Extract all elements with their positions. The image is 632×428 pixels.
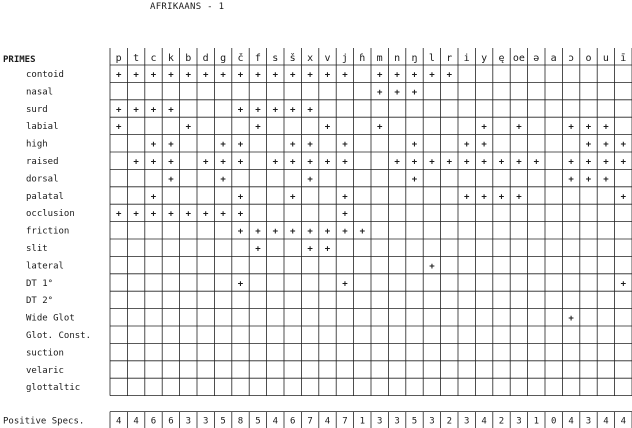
plus-mark: + [133, 209, 139, 220]
plus-mark: + [620, 157, 627, 168]
feature-label: lateral [26, 261, 64, 272]
plus-mark: + [429, 70, 435, 81]
positive-count: 4 [568, 416, 574, 427]
plus-mark: + [237, 227, 244, 238]
plus-mark: + [133, 157, 139, 168]
plus-mark: + [220, 70, 226, 81]
positive-count: 5 [255, 416, 261, 427]
phoneme-header: o [585, 53, 592, 64]
positive-count: 6 [168, 416, 174, 427]
plus-mark: + [220, 209, 226, 220]
plus-mark: + [411, 87, 418, 98]
feature-label: nasal [26, 87, 54, 98]
plus-mark: + [359, 227, 366, 238]
phoneme-header: s [272, 53, 279, 64]
phoneme-header: u [602, 53, 609, 64]
plus-mark: + [289, 227, 296, 238]
plus-mark: + [289, 140, 296, 151]
plus-mark: + [272, 70, 279, 81]
plus-mark: + [115, 209, 122, 220]
plus-mark: + [255, 70, 261, 81]
positive-count: 0 [550, 416, 557, 427]
positive-count: 2 [446, 416, 453, 427]
plus-mark: + [202, 157, 209, 168]
plus-mark: + [324, 227, 331, 238]
plus-mark: + [324, 157, 331, 168]
positive-count: 4 [272, 416, 279, 427]
plus-mark: + [237, 209, 244, 220]
plus-mark: + [220, 140, 226, 151]
plus-mark: + [185, 209, 192, 220]
plus-mark: + [463, 140, 470, 151]
positive-count: 1 [533, 416, 540, 427]
plus-mark: + [481, 157, 487, 168]
phoneme-header: č [237, 53, 244, 64]
plus-mark: + [272, 227, 279, 238]
plus-mark: + [376, 70, 383, 81]
plus-mark: + [185, 122, 192, 133]
feature-label: labial [26, 122, 59, 133]
positive-count: 3 [585, 416, 592, 427]
feature-label: glottaltic [26, 383, 81, 394]
plus-mark: + [307, 244, 313, 255]
phoneme-header: ę [498, 53, 505, 64]
phoneme-header: y [481, 53, 488, 64]
feature-label: Glot. Const. [26, 331, 92, 341]
plus-mark: + [255, 122, 261, 133]
plus-mark: + [237, 279, 244, 290]
plus-mark: + [446, 70, 453, 81]
plus-mark: + [150, 105, 157, 116]
plus-mark: + [481, 140, 487, 151]
positive-count: 1 [359, 416, 366, 427]
plus-mark: + [516, 192, 522, 203]
plus-mark: + [307, 174, 313, 185]
plus-mark: + [342, 70, 348, 81]
primes-heading: PRIMES [3, 55, 36, 65]
positive-count: 5 [220, 416, 226, 427]
feature-label: raised [26, 157, 59, 167]
positive-count: 6 [150, 416, 157, 427]
plus-mark: + [411, 70, 418, 81]
plus-mark: + [150, 140, 157, 151]
phoneme-header: oe [512, 53, 525, 64]
phoneme-header: b [185, 53, 192, 64]
feature-label: suction [26, 348, 64, 359]
plus-mark: + [603, 174, 609, 185]
plus-mark: + [168, 157, 174, 168]
feature-label: occlusion [26, 209, 75, 220]
positive-count: 4 [133, 416, 139, 427]
positive-count: 6 [289, 416, 296, 427]
plus-mark: + [463, 157, 470, 168]
plus-mark: + [463, 192, 470, 203]
plus-mark: + [376, 87, 383, 98]
plus-mark: + [481, 192, 487, 203]
plus-mark: + [342, 140, 348, 151]
plus-mark: + [202, 70, 209, 81]
phoneme-header: š [289, 53, 296, 64]
plus-mark: + [289, 192, 296, 203]
plus-mark: + [133, 70, 139, 81]
positive-count: 4 [324, 416, 331, 427]
plus-mark: + [237, 140, 244, 151]
plus-mark: + [516, 122, 522, 133]
plus-mark: + [237, 192, 244, 203]
plus-mark: + [168, 174, 174, 185]
plus-mark: + [150, 209, 157, 220]
positive-count: 3 [516, 416, 522, 427]
phoneme-header: j [341, 53, 348, 64]
plus-mark: + [568, 122, 574, 133]
positive-count: 4 [115, 416, 122, 427]
feature-label: friction [26, 226, 70, 237]
document-title: AFRIKAANS - 1 [150, 2, 225, 12]
plus-mark: + [150, 70, 157, 81]
phoneme-header: ɔ [568, 53, 575, 64]
phoneme-header: d [202, 53, 209, 64]
plus-mark: + [411, 174, 418, 185]
plus-mark: + [585, 157, 592, 168]
plus-mark: + [585, 140, 592, 151]
plus-mark: + [237, 70, 244, 81]
positive-count: 3 [394, 416, 400, 427]
plus-mark: + [498, 192, 505, 203]
plus-mark: + [411, 157, 418, 168]
plus-mark: + [255, 227, 261, 238]
plus-mark: + [168, 70, 174, 81]
feature-label: dorsal [26, 174, 59, 185]
positive-count: 5 [411, 416, 418, 427]
phoneme-header: g [220, 53, 227, 64]
positive-specs-label: Positive Specs. [3, 416, 85, 427]
plus-mark: + [150, 192, 157, 203]
plus-mark: + [342, 157, 348, 168]
plus-mark: + [324, 122, 331, 133]
plus-mark: + [568, 157, 574, 168]
plus-mark: + [342, 279, 348, 290]
plus-mark: + [289, 105, 296, 116]
plus-mark: + [115, 70, 122, 81]
positive-count: 7 [342, 416, 348, 427]
plus-mark: + [342, 209, 348, 220]
phoneme-header: p [115, 53, 122, 64]
plus-mark: + [307, 227, 313, 238]
plus-mark: + [220, 157, 226, 168]
plus-mark: + [603, 122, 609, 133]
phoneme-header: i [463, 53, 470, 64]
phoneme-header: ə [533, 53, 540, 64]
phoneme-header: n [394, 53, 401, 64]
phoneme-header: l [428, 53, 435, 64]
plus-mark: + [481, 122, 487, 133]
plus-mark: + [376, 122, 383, 133]
plus-mark: + [620, 279, 627, 290]
plus-mark: + [115, 122, 122, 133]
plus-mark: + [603, 140, 609, 151]
plus-mark: + [185, 70, 192, 81]
plus-mark: + [272, 105, 279, 116]
positive-count: 7 [307, 416, 313, 427]
plus-mark: + [429, 157, 435, 168]
positive-count: 3 [429, 416, 435, 427]
plus-mark: + [585, 122, 592, 133]
plus-mark: + [568, 174, 574, 185]
plus-mark: + [168, 209, 174, 220]
plus-mark: + [324, 70, 331, 81]
plus-mark: + [307, 140, 313, 151]
positive-count: 8 [237, 416, 244, 427]
plus-mark: + [585, 174, 592, 185]
plus-mark: + [620, 140, 627, 151]
plus-mark: + [498, 157, 505, 168]
plus-mark: + [289, 70, 296, 81]
phoneme-header: t [133, 53, 140, 64]
phoneme-header: ŋ [411, 53, 418, 64]
plus-mark: + [307, 70, 313, 81]
plus-mark: + [255, 105, 261, 116]
plus-mark: + [133, 105, 139, 116]
plus-mark: + [620, 192, 627, 203]
phoneme-header: a [550, 53, 557, 64]
positive-count: 4 [481, 416, 487, 427]
positive-count: 3 [376, 416, 383, 427]
plus-mark: + [220, 174, 226, 185]
plus-mark: + [516, 157, 522, 168]
phoneme-header: f [254, 53, 261, 64]
phoneme-header: v [324, 53, 331, 64]
phoneme-header: ɦ [359, 53, 366, 64]
plus-mark: + [289, 157, 296, 168]
positive-count: 2 [498, 416, 505, 427]
plus-mark: + [168, 140, 174, 151]
plus-mark: + [115, 105, 122, 116]
phoneme-header: k [167, 53, 174, 64]
plus-mark: + [603, 157, 609, 168]
positive-count: 3 [463, 416, 470, 427]
plus-mark: + [429, 261, 435, 272]
plus-mark: + [307, 105, 313, 116]
feature-label: surd [26, 104, 48, 115]
plus-mark: + [202, 209, 209, 220]
feature-label: contoid [26, 70, 64, 80]
phoneme-header: r [446, 53, 453, 64]
plus-mark: + [237, 157, 244, 168]
positive-count: 3 [185, 416, 192, 427]
plus-mark: + [568, 314, 574, 325]
feature-label: slit [26, 244, 48, 254]
plus-mark: + [307, 157, 313, 168]
phoneme-header: ī [620, 53, 627, 64]
plus-mark: + [394, 157, 400, 168]
plus-mark: + [394, 70, 400, 81]
plus-mark: + [150, 157, 157, 168]
feature-label: DT 2° [26, 296, 54, 307]
phoneme-header: m [376, 53, 383, 64]
plus-mark: + [446, 157, 453, 168]
plus-mark: + [324, 244, 331, 255]
plus-mark: + [255, 244, 261, 255]
feature-label: palatal [26, 191, 64, 202]
plus-mark: + [272, 157, 279, 168]
positive-count: 4 [620, 416, 627, 427]
positive-count: 3 [202, 416, 209, 427]
plus-mark: + [237, 105, 244, 116]
plus-mark: + [533, 157, 540, 168]
plus-mark: + [394, 87, 400, 98]
feature-label: Wide Glot [26, 313, 75, 324]
plus-mark: + [168, 105, 174, 116]
plus-mark: + [411, 140, 418, 151]
feature-label: high [26, 139, 48, 150]
plus-mark: + [342, 227, 348, 238]
plus-mark: + [342, 192, 348, 203]
positive-count: 4 [603, 416, 609, 427]
feature-label: velaric [26, 365, 64, 376]
phoneme-header: c [150, 53, 157, 64]
feature-label: DT 1° [26, 278, 54, 289]
phoneme-header: x [307, 53, 314, 64]
